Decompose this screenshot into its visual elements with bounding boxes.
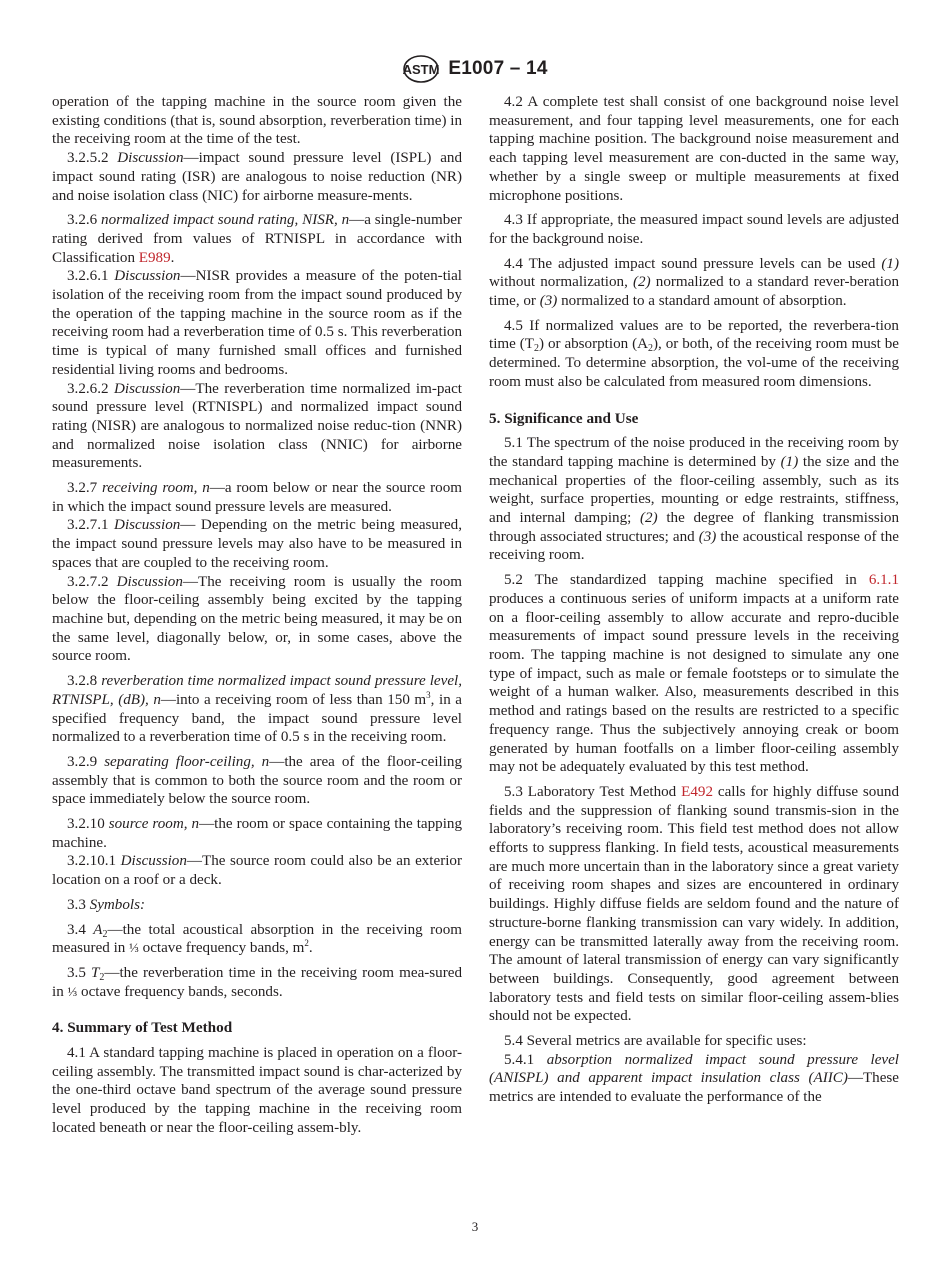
paragraph-continuation: operation of the tapping machine in the source room given the existing conditions (that is, sound absorption, reverberation time) in the receiving room at the time of the test.: [52, 94, 462, 148]
paragraph-3-2-7-2: 3.2.7.2 Discussion—The receiving room is usually the room below the floor-ceiling assembly being excited by the tapping machine but, depending on the metric being measured, it may be on the same level, diagonally below, or, in some cases, above the source room.: [52, 573, 462, 665]
section-heading-4: 4. Summary of Test Method: [52, 1019, 233, 1037]
paragraph-3-2-6-1: 3.2.6.1 Discussion—NISR provides a measure of the poten-tial isolation of the receiving room from the impact sound produced by the operation of the tapping machine in the source room as if the receiving room had a reverberation time of 0.5 s. This reverberation time is typical of many furnished small offices and furnished residential living rooms and bedrooms.: [52, 268, 462, 378]
paragraph-3-2-6: 3.2.6 normalized impact sound rating, NISR, n—a single-number rating derived from values of RTNISPL in accordance with Classification E989.: [52, 212, 462, 266]
paragraph-3-4: 3.4 $A_2—the$ total acoustical absorption in the receiving room measured in ⅓ octave frequency bands, $m^2$.: [52, 921, 462, 957]
paragraph-5-3: 5.3 Laboratory Test Method E492 calls for highly diffuse sound fields and the suppression of flanking sound transmis-sion in the laboratory’s receiving room. This field test method does not allow efforts to suppress flanking. In field tests, acoustical measurements are much more uncertain than in the laboratory since a great variety of receiving room shapes and sizes are encountered in ordinary buildings. Highly diffuse fields are seldom found and the nature of structure-borne flanking transmission can vary widely. In addition, energy can be transmitted laterally away from the receiving room. The amount of lateral transmission of energy can vary significantly between buildings. Consequently, good agreement between laboratory tests and field tests on similar floor-ceiling assem-blies should not be expected.: [489, 783, 899, 1025]
paragraph-4-2: 4.2 A complete test shall consist of one background noise level measurement, and four tapping level measurements, one for each tapping machine position. The background noise measurement and each tapping level measurement are con-ducted in the same way, whether by a single sweep or multiple measurements at fixed microphone positions.: [489, 94, 899, 204]
paragraph-3-2-5-2: 3.2.5.2 Discussion—impact sound pressure level (ISPL) and impact sound rating (ISR) are analogous to noise reduction (NR) and noise isolation class (NIC) for airborne measure-ments.: [52, 150, 462, 204]
link-6-1-1[interactable]: 6.1.1: [868, 572, 899, 589]
paragraph-3-2-7: 3.2.7 receiving room, n—a room below or near the source room in which the impact sound pressure levels are measured.: [52, 480, 462, 515]
paragraph-3-2-10: 3.2.10 source room, n—the room or space containing the tapping machine.: [52, 816, 463, 851]
right-column: [489, 93, 899, 1107]
section-heading-5: 5. Significance and Use: [489, 409, 639, 427]
paragraph-3-2-10-1: 3.2.10.1 Discussion—The source room could also be an exterior location on a roof or a deck.: [52, 853, 462, 889]
paragraph-3-2-6-2: 3.2.6.2 Discussion—The reverberation time normalized im-pact sound pressure level (RTNISPL) and normalized impact sound rating (NISR) are analogous to normalized noise reduc-tion (NNR) and normalized noise isolation class (NNIC) for airborne measurements.: [52, 380, 462, 472]
left-column: [52, 93, 462, 1138]
paragraph-5-1: 5.1 The spectrum of the noise produced in the receiving room by the standard tapping machine is determined by (1) the size and the mechanical properties of the floor-ceiling assembly, such as its weight, surface properties, mounting or edge restraints, stiffness, and internal damping; (2) the degree of flanking transmission through associated structures; and (3) the acoustical response of the receiving room.: [489, 435, 899, 564]
paragraph-5-2: 5.2 The standardized tapping machine specified in 6.1.1 produces a continuous series of uniform impacts at a uniform rate on a floor-ceiling assembly to allow accurate and repro-ducible measurements of impact sound pressure levels in the receiving room. The tapping machine is not designed to simulate any one type of impact, such as male or female footsteps or to simulate the weight of a human walker. Also, measurements described in this method and ratings based on the results are restricted to a specific frequency range. Thus the subjectively annoying creak or boom generated by human footfalls on a limber floor-ceiling assembly may not be adequately evaluated by this test method.: [489, 572, 899, 776]
paragraph-4-1: 4.1 A standard tapping machine is placed in operation on a floor-ceiling assembly. The transmitted impact sound is char-acterized by the one-third octave band spectrum of the average sound pressure level produced by the tapping machine in the receiving room located beneath or near the floor-ceiling assem-bly.: [52, 1045, 462, 1136]
paragraph-3-2-7-1: 3.2.7.1 Discussion— Depending on the metric being measured, the impact sound pressure levels may also have to be measured in spaces that are coupled to the receiving room.: [52, 517, 462, 571]
astm-logo-icon: [402, 54, 440, 84]
svg-text:ASTM: ASTM: [402, 62, 440, 77]
paragraph-4-4: 4.4 The adjusted impact sound pressure levels can be used (1) without normalization, (2) normalized to a standard rever-beration time, or (3) normalized to a standard amount of absorption.: [489, 255, 899, 310]
paragraph-5-4-1: 5.4.1 absorption normalized impact sound pressure level (ANISPL) and apparent impact insulation class (AIIC)—These metrics are intended to evaluate the performance of the: [489, 1051, 899, 1106]
paragraph-3-5: 3.5 $T_2—the$ reverberation time in the receiving room mea-sured in ⅓ octave frequency bands, seconds.: [52, 964, 462, 1000]
document-id: E1007 – 14: [448, 58, 548, 79]
paragraph-3-2-9: 3.2.9 separating floor-ceiling, n—the area of the floor-ceiling assembly that is common to both the source room and the room or space immediately below the source room.: [52, 753, 462, 808]
link-e492[interactable]: E492: [681, 783, 713, 800]
paragraph-5-4: 5.4 Several metrics are available for specific uses:: [504, 1033, 807, 1050]
paragraph-3-2-8: 3.2.8 reverberation time normalized impact sound pressure level, RTNISPL, (dB), n—into a receiving room of less than 150 $m^3$, in a specified frequency band, the impact sound pressure level normalized to a reverberation time of 0.5 s in the receiving room.: [52, 673, 462, 746]
paragraph-4-3: 4.3 If appropriate, the measured impact sound levels are adjusted for the background noise.: [489, 212, 899, 247]
link-e989[interactable]: E989: [138, 249, 171, 266]
page-header: [0, 54, 950, 84]
paragraph-4-5: 4.5 If normalized values are to be reported, the reverbera-tion time $(T_2)$ or absorption $(A_2)$, or both, of the receiving room must be determined. To determine absorption, the vol-ume of the receiving room must also be calculated from measured room dimensions.: [489, 317, 899, 390]
paragraph-3-3: 3.3 Symbols:: [67, 896, 145, 913]
page-number: 3: [471, 1219, 479, 1234]
